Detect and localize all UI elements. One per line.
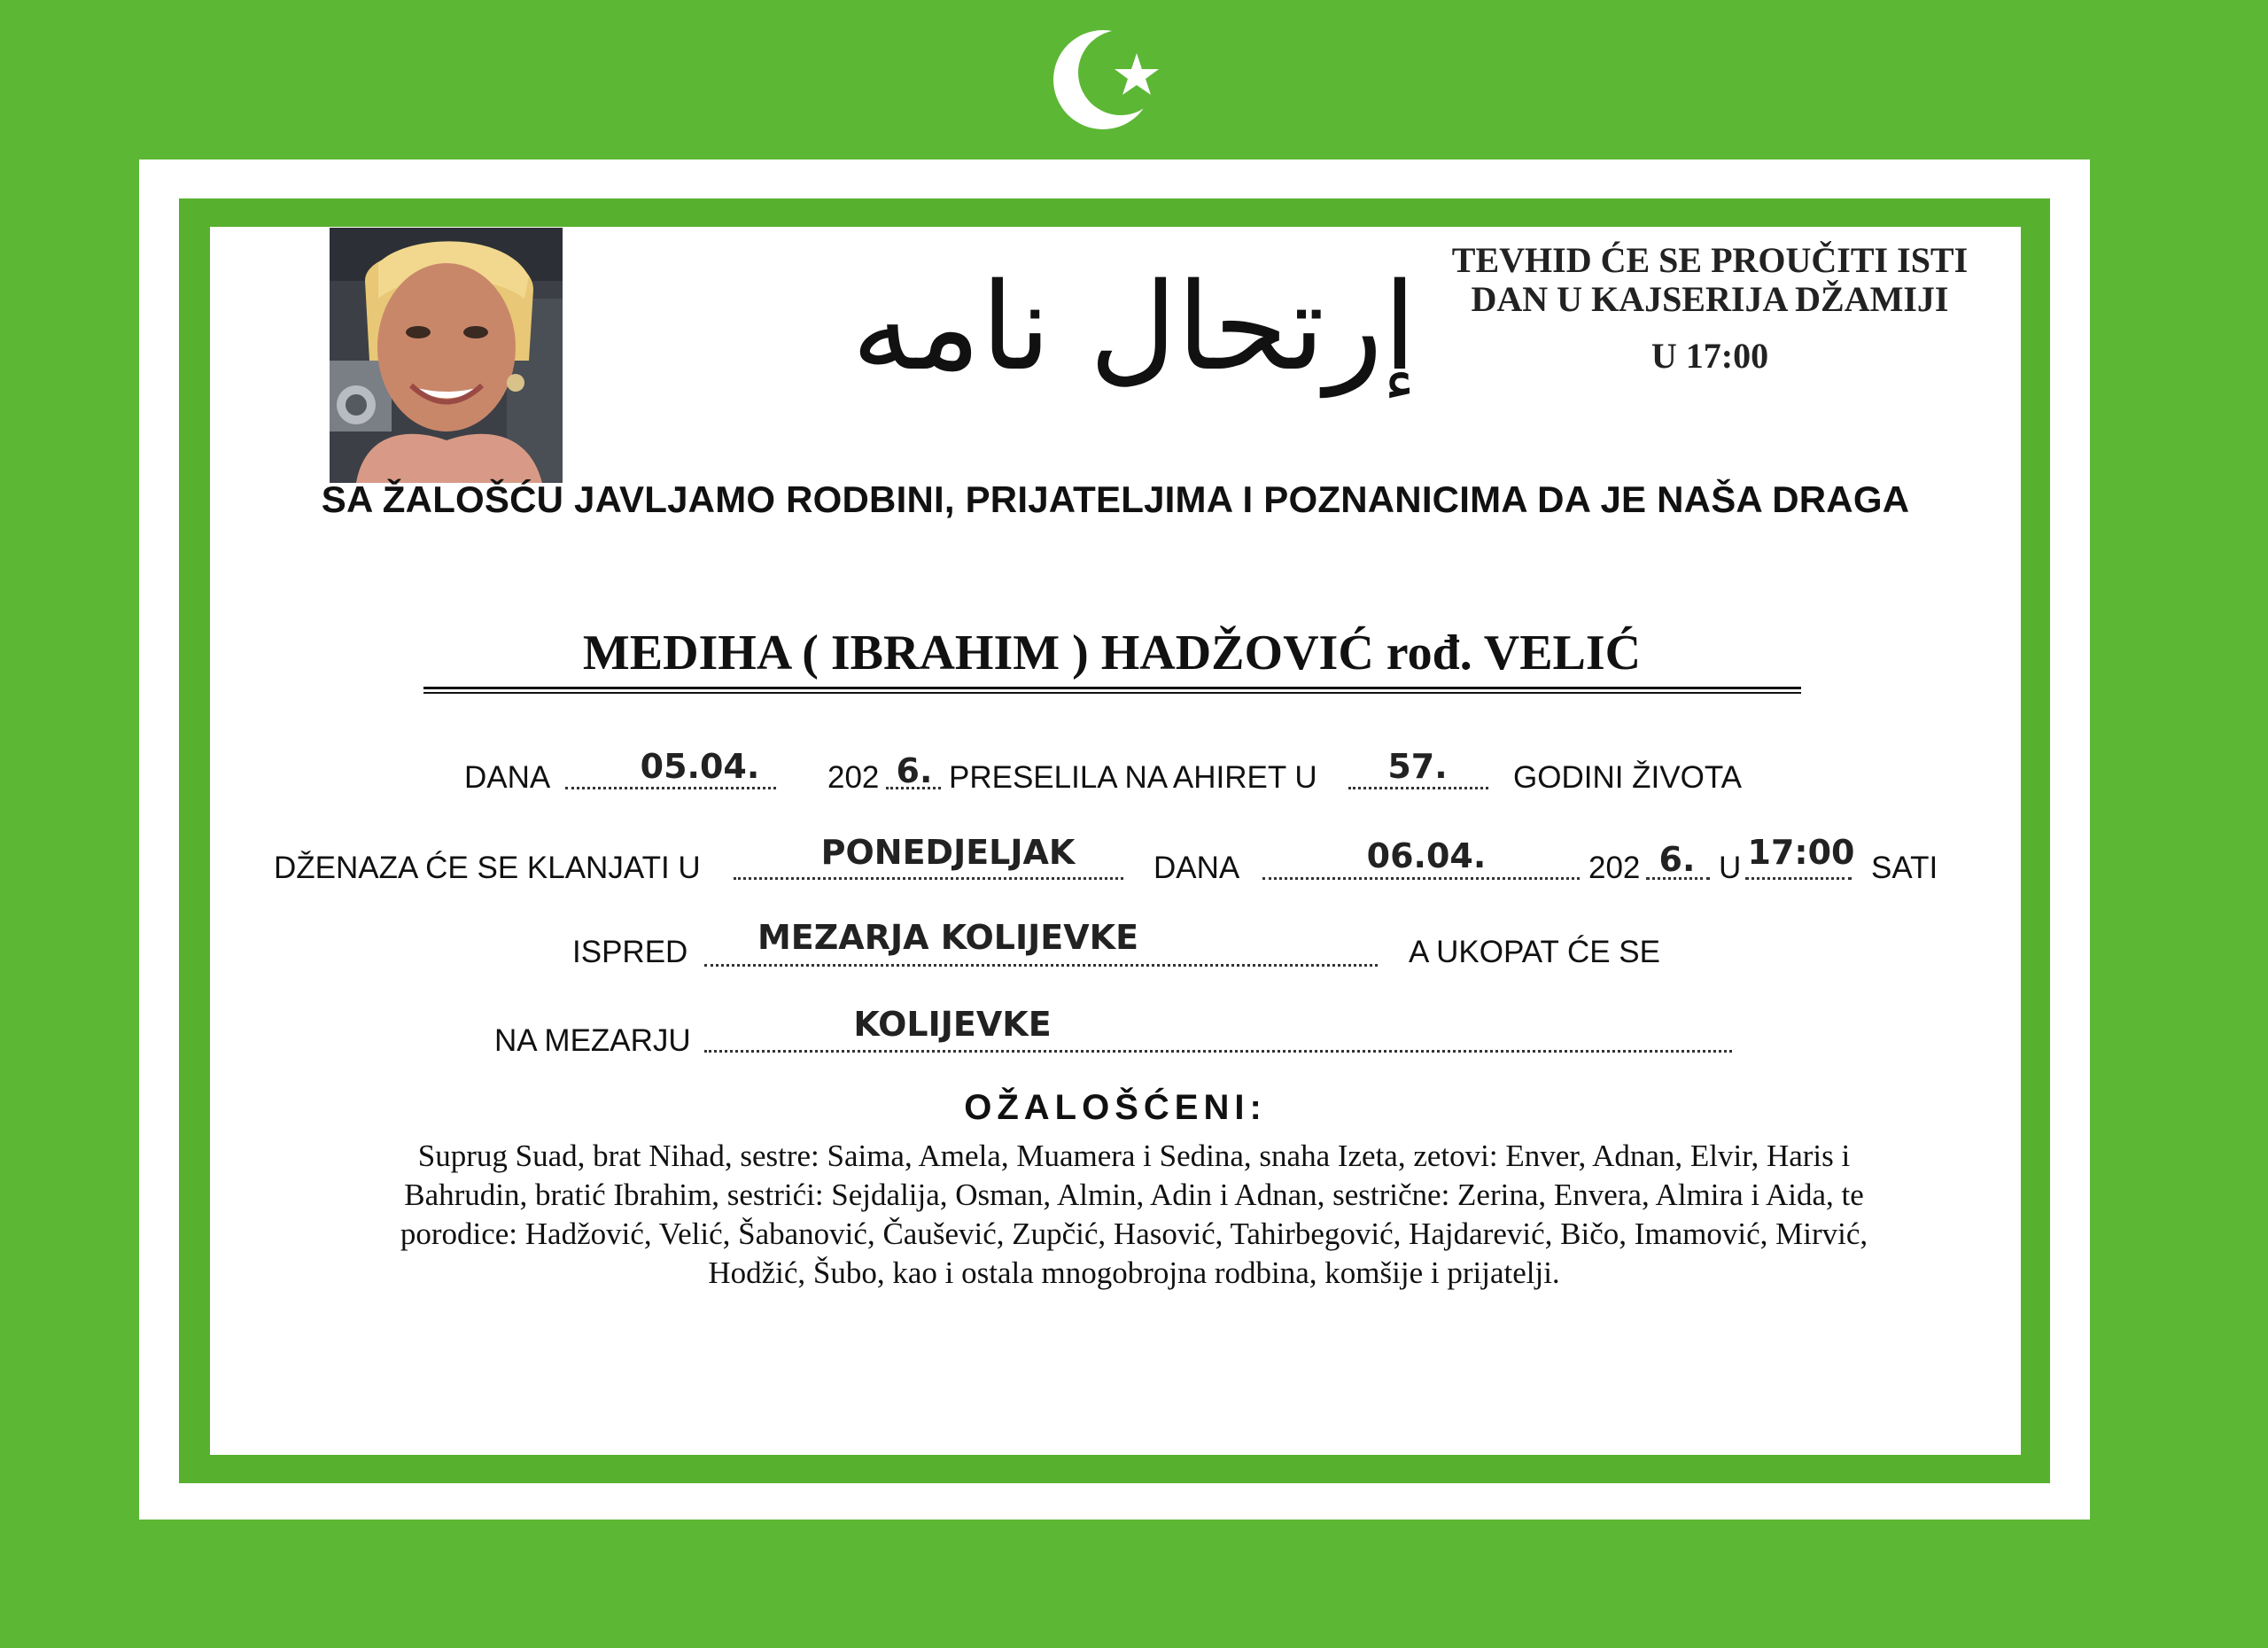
mourners-line: Hodžić, Šubo, kao i ostala mnogobrojna rodbina, komšije i prijatelji. [708, 1255, 1560, 1290]
funeral-time: 17:00 [1747, 833, 1855, 872]
mourners-title: OŽALOŠĆENI: [964, 1088, 1267, 1127]
cemetery-name: KOLIJEVKE [853, 1005, 1052, 1044]
death-year-digit: 6. [896, 751, 933, 790]
tevhid-time: U 17:00 [1651, 336, 1769, 376]
funeral-date: 06.04. [1366, 836, 1487, 875]
dotted-line [1745, 877, 1852, 880]
age-value: 57. [1387, 747, 1448, 786]
funeral-year-digit: 6. [1658, 840, 1696, 879]
dotted-line [734, 877, 1123, 880]
arabic-title: إرتحال نامه [851, 258, 1417, 398]
dotted-line [1348, 787, 1488, 789]
year-prefix: 202 [827, 760, 880, 795]
dotted-line [1262, 877, 1580, 880]
crescent-star-icon [1048, 18, 1172, 142]
deceased-name: MEDIHA ( IBRAHIM ) HADŽOVIĆ rođ. VELIĆ [582, 626, 1642, 680]
death-date: 05.04. [640, 747, 760, 786]
mourners-line: Bahrudin, bratić Ibrahim, sestrići: Sejdalija, Osman, Almin, Adin i Adnan, sestrične: Zerina, Envera, Almira i Aida, te [404, 1178, 1864, 1212]
label-godini-zivota: GODINI ŽIVOTA [1513, 760, 1742, 795]
mourners-line: porodice: Hadžović, Velić, Šabanović, Čaušević, Zupčić, Hasović, Tahirbegović, Hajdarević, Bičo, Imamović, Mirvić, [400, 1217, 1868, 1251]
label-sati: SATI [1871, 851, 1938, 885]
tevhid-notice [1400, 241, 2020, 376]
tevhid-line-2: DAN U KAJSERIJA DŽAMIJI [1471, 279, 1949, 319]
label-dana: DANA [1153, 851, 1240, 885]
funeral-day: PONEDJELJAK [820, 833, 1076, 872]
dotted-line [704, 1050, 1732, 1053]
label-ispred: ISPRED [572, 935, 688, 969]
label-ukopat: A UKOPAT ĆE SE [1409, 935, 1660, 969]
tevhid-line-1: TEVHID ĆE SE PROUČITI ISTI [1451, 240, 1969, 280]
label-preselila: PRESELILA NA AHIRET U [949, 760, 1317, 795]
announcement-text: SA ŽALOŠĆU JAVLJAMO RODBINI, PRIJATELJIMA I POZNANICIMA DA JE NAŠA DRAGA [321, 478, 1910, 520]
label-u: U [1719, 851, 1742, 885]
year-prefix: 202 [1588, 851, 1641, 885]
mourners-list [284, 1137, 1984, 1293]
label-na-mezarju: NA MEZARJU [494, 1023, 691, 1058]
dotted-line [704, 964, 1378, 967]
label-dzenaza: DŽENAZA ĆE SE KLANJATI U [274, 851, 701, 885]
label-dana: DANA [464, 760, 551, 795]
mourners-line: Suprug Suad, brat Nihad, sestre: Saima, Amela, Muamera i Sedina, snaha Izeta, zetovi: Enver, Adnan, Elvir, Haris i [417, 1139, 1851, 1173]
name-underline [423, 687, 1801, 694]
dotted-line [565, 787, 776, 789]
funeral-place: MEZARJA KOLIJEVKE [757, 918, 1139, 957]
portrait-photo [330, 228, 563, 483]
